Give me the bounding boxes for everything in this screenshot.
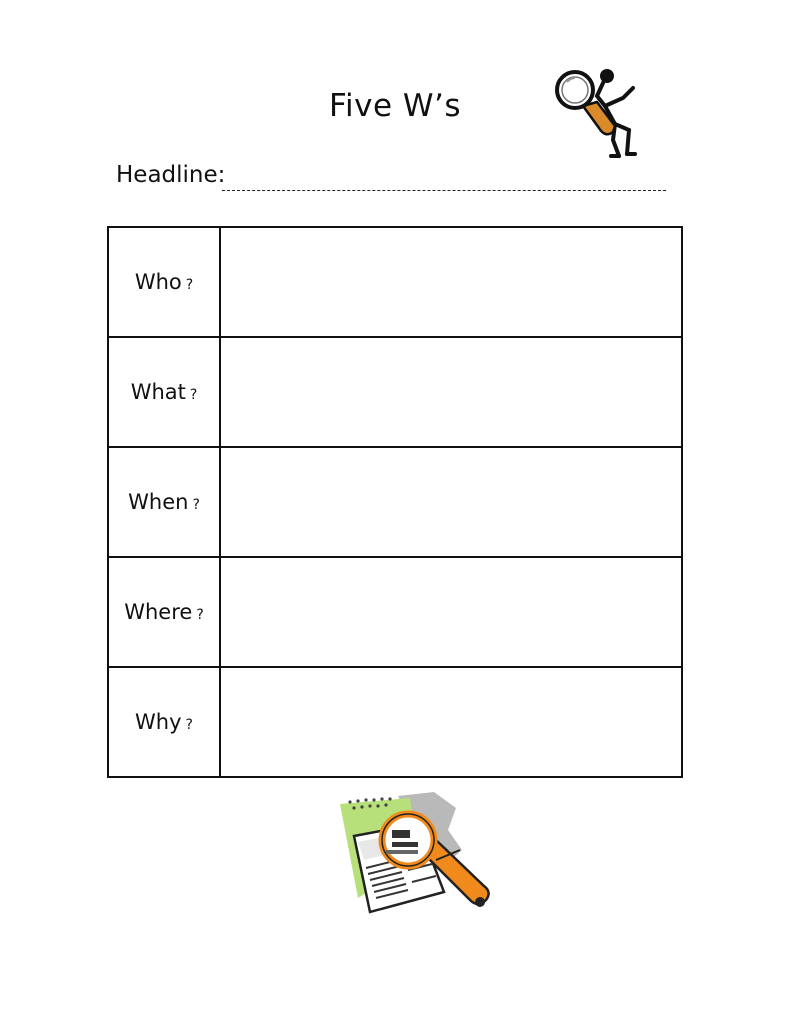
answer-who-cell[interactable] — [220, 227, 682, 337]
answer-why-cell[interactable] — [220, 667, 682, 777]
table-row — [108, 447, 682, 557]
answer-when-cell[interactable] — [220, 447, 682, 557]
question-who — [108, 227, 220, 337]
headline-field[interactable] — [116, 162, 668, 196]
page-title: Five W’s — [328, 88, 462, 124]
table-row — [108, 557, 682, 667]
five-ws-table — [107, 226, 683, 778]
question-where — [108, 557, 220, 667]
answer-what-cell[interactable] — [220, 337, 682, 447]
question-mark: ? — [185, 277, 194, 293]
question-why — [108, 667, 220, 777]
table-row — [108, 227, 682, 337]
headline-label: Headline: — [116, 162, 226, 188]
question-mark: ? — [196, 607, 204, 623]
question-when — [108, 447, 220, 557]
question-label: Who — [134, 270, 182, 294]
question-label: When — [128, 490, 189, 514]
question-what — [108, 337, 220, 447]
question-mark: ? — [189, 387, 198, 403]
question-label: Why — [135, 710, 182, 734]
question-label: What — [130, 380, 186, 404]
table-row — [108, 667, 682, 777]
headline-underline[interactable] — [222, 190, 666, 191]
question-mark: ? — [185, 717, 193, 733]
question-mark: ? — [192, 497, 200, 513]
answer-where-cell[interactable] — [220, 557, 682, 667]
table-row — [108, 337, 682, 447]
detective-with-magnifying-glass-icon — [553, 66, 645, 160]
question-label: Where — [124, 600, 193, 624]
magnifying-glass-over-newspaper-icon — [336, 790, 492, 924]
